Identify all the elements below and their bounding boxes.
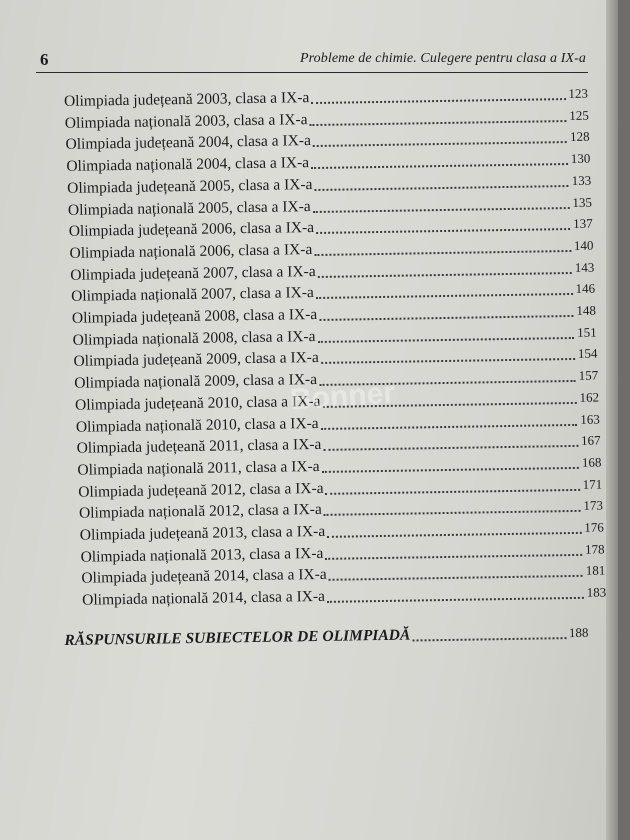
toc-entry-page: 168 — [581, 454, 602, 470]
toc-entry-title: Olimpiada națională 2006, clasa a IX-a — [69, 240, 313, 262]
toc-entry-page: 133 — [571, 172, 592, 188]
toc-entry-title: Olimpiada națională 2012, clasa a IX-a — [78, 501, 322, 523]
toc-leader-dots — [412, 637, 566, 641]
toc-entry-page: 167 — [580, 432, 601, 449]
toc-leader-dots — [316, 293, 573, 299]
toc-leader-dots — [311, 163, 568, 169]
toc-entry-title: Olimpiada județeană 2013, clasa a IX-a — [79, 522, 326, 544]
toc-entry-title: Olimpiada națională 2004, clasa a IX-a — [66, 154, 310, 176]
page-number: 6 — [40, 50, 49, 69]
toc-entry-title: Olimpiada națională 2005, clasa a IX-a — [67, 197, 311, 219]
toc-leader-dots — [310, 120, 567, 126]
toc-leader-dots — [329, 575, 583, 581]
toc-entry-title: Olimpiada națională 2011, clasa a IX-a — [77, 457, 320, 479]
watermark: Bonner — [288, 376, 396, 417]
toc-leader-dots — [313, 141, 567, 147]
toc-leader-dots — [318, 272, 572, 278]
toc-entry-title: Olimpiada județeană 2009, clasa a IX-a — [73, 349, 319, 371]
toc-entry-page: 143 — [574, 259, 595, 275]
toc-entry-page: 171 — [582, 476, 603, 492]
toc-final-entry — [64, 623, 588, 651]
toc-entry-title: Olimpiada județeană 2010, clasa a IX-a — [74, 392, 321, 414]
toc-leader-dots — [327, 597, 584, 603]
toc-entry-page: 128 — [569, 129, 590, 145]
toc-entry-page: 163 — [580, 411, 600, 427]
toc-entry-title: Olimpiada județeană 2014, clasa a IX-a — [81, 566, 327, 588]
toc-entry-title: Olimpiada județeană 2006, clasa a IX-a — [68, 219, 315, 241]
toc-leader-dots — [323, 445, 578, 451]
toc-entry-page: 140 — [573, 237, 594, 253]
toc-leader-dots — [313, 207, 570, 213]
toc-leader-dots — [322, 467, 579, 473]
toc-entry-title: Olimpiada națională 2014, clasa a IX-a — [82, 587, 326, 609]
toc-entry-page: 157 — [578, 367, 599, 383]
toc-leader-dots — [321, 423, 578, 429]
toc-entry-title: Olimpiada județeană 2008, clasa a IX-a — [71, 305, 318, 327]
toc-leader-dots — [325, 554, 582, 560]
toc-entry-page: 130 — [570, 150, 591, 167]
toc-leader-dots — [321, 358, 575, 364]
toc-leader-dots — [326, 488, 580, 494]
toc-leader-dots — [327, 532, 581, 538]
toc-final-title: RĂSPUNSURILE SUBIECTELOR DE OLIMPIADĂ — [64, 626, 411, 649]
toc-entry-page: 178 — [584, 541, 605, 557]
toc-final-page: 188 — [568, 624, 589, 640]
toc-entry-title: Olimpiada națională 2010, clasa a IX-a — [75, 414, 319, 436]
toc-entry-page: 183 — [586, 584, 607, 600]
toc-entry-page: 146 — [575, 280, 596, 297]
toc-entry-title: Olimpiada județeană 2003, clasa a IX-a — [63, 89, 310, 110]
toc-leader-dots — [314, 250, 571, 256]
toc-entry-title: Olimpiada națională 2009, clasa a IX-a — [74, 371, 318, 392]
toc-entry-page: 135 — [572, 194, 593, 210]
toc-entry-page: 154 — [577, 345, 598, 362]
toc-leader-dots — [316, 228, 570, 234]
toc-entry-title: Olimpiada națională 2003, clasa a IX-a — [64, 110, 308, 132]
toc-entry-page: 148 — [576, 302, 596, 318]
toc-entry-page: 123 — [568, 85, 589, 102]
toc-leader-dots — [311, 98, 565, 104]
toc-leader-dots — [315, 185, 569, 191]
toc-entry-page: 151 — [577, 324, 597, 340]
toc-entry-title: Olimpiada județeană 2012, clasa a IX-a — [78, 479, 324, 501]
toc-entry-page: 162 — [579, 389, 600, 405]
toc-entry-page: 125 — [569, 107, 589, 123]
toc-leader-dots — [319, 315, 573, 321]
toc-entry-title: Olimpiada județeană 2011, clasa a IX-a — [76, 436, 322, 457]
toc-entry-page: 176 — [584, 519, 604, 535]
toc-leader-dots — [324, 510, 581, 516]
toc-entry-title: Olimpiada națională 2007, clasa a IX-a — [71, 284, 314, 306]
toc-leader-dots — [317, 337, 574, 343]
toc-entry-title: Olimpiada națională 2013, clasa a IX-a — [80, 544, 324, 566]
toc-entry-title: Olimpiada județeană 2007, clasa a IX-a — [70, 262, 316, 284]
toc-entry-title: Olimpiada națională 2008, clasa a IX-a — [72, 327, 316, 349]
toc-entry-title: Olimpiada județeană 2005, clasa a IX-a — [67, 175, 313, 197]
toc-entry-title: Olimpiada județeană 2004, clasa a IX-a — [65, 132, 312, 154]
running-title: Probleme de chimie. Culegere pentru clasa a IX-a — [299, 51, 586, 66]
toc-entry-page: 173 — [583, 497, 604, 514]
toc-entry-page: 137 — [573, 215, 593, 232]
toc-entry-page: 181 — [585, 562, 606, 579]
